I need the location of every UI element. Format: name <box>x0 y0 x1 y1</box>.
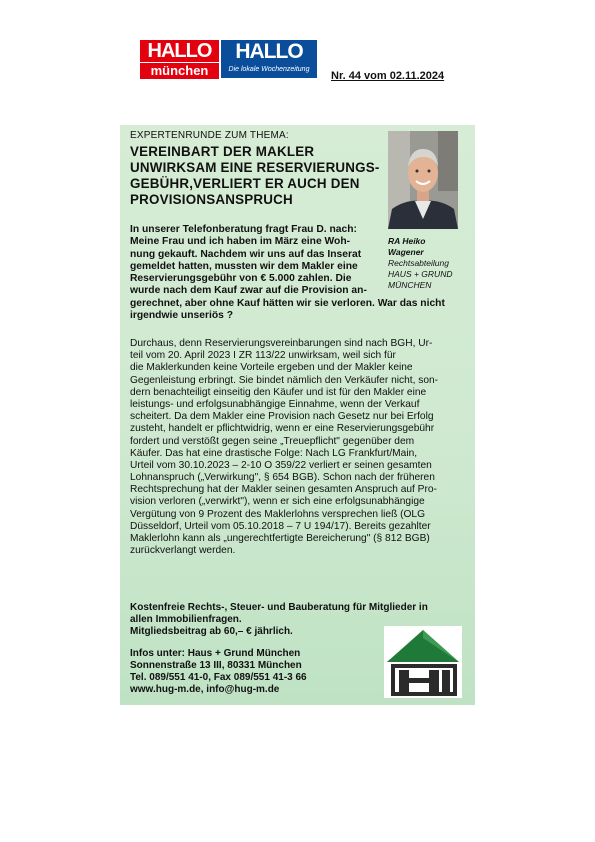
body-line: Vergütung von 9 Prozent des Maklerlohns versprechen ließ (OLG <box>130 508 426 520</box>
body-line: Maklerlohn kann als „ungerechtfertigte Bereicherung" (§ 812 BGB) <box>130 533 430 544</box>
body-line: Käufer. Das hat eine drastische Folge: Nach LG Frankfurt/Main, <box>130 447 418 459</box>
author-photo <box>388 131 458 229</box>
footer-offer-line: Kostenfreie Rechts-, Steuer- und Bauberatung für Mitglieder in <box>130 602 428 613</box>
footer-contact-line: Infos unter: Haus + Grund München <box>130 648 301 659</box>
body-line: leistungs- und erfolgsunabhängige Einnahme, wenn der Verkauf <box>130 398 420 410</box>
body-line: Rechtsprechung hat der Makler seinen gesamten Anspruch auf Pro- <box>130 484 437 496</box>
body-line: zusteht, handelt er pflichtwidrig, wenn er eine Reservierungsgebühr <box>130 423 435 435</box>
logo2-top-text: HALLO <box>235 40 303 63</box>
headline-line: PROVISIONSANSPRUCH <box>130 192 293 207</box>
footer-contact-line: www.hug-m.de, info@hug-m.de <box>130 684 280 695</box>
author-line: RA Heiko <box>388 236 426 246</box>
reader-question <box>130 224 472 322</box>
body-line: zurückverlangt werden. <box>130 545 236 557</box>
headline-line: VEREINBART DER MAKLER <box>130 144 315 159</box>
hallo-wochenzeitung-logo <box>221 40 317 78</box>
headline-line: GEBÜHR,VERLIERT ER AUCH DEN <box>130 176 360 191</box>
logo2-bottom-text: Die lokale Wochenzeitung <box>228 66 310 73</box>
author-line: Wagener <box>388 247 424 257</box>
author-line: MÜNCHEN <box>388 280 432 290</box>
body-line: teil vom 20. April 2023 I ZR 113/22 unwirksam, weil sich für <box>130 350 396 362</box>
author-line: HAUS + GRUND <box>388 269 453 279</box>
footer-offer-line: allen Immobilienfragen. <box>130 614 242 625</box>
author-line: Rechtsabteilung <box>388 258 449 268</box>
footer-contact-line: Tel. 089/551 41-0, Fax 089/551 41-3 66 <box>130 672 307 683</box>
headline <box>130 144 380 208</box>
question-line: gerechnet, aber ohne Kauf hätten wir sie verloren. War das nicht <box>130 297 445 309</box>
question-line: wurde nach dem Kauf zwar auf die Provision an- <box>130 285 367 297</box>
logo1-bottom-text: münchen <box>140 62 219 79</box>
body-line: die Maklerkunden keine Vorteile ergeben und der Makler keine <box>130 362 413 374</box>
body-line: dern benachteiligt einseitig den Käufer und ist für den Makler eine <box>130 386 427 398</box>
body-line: fordert und verstößt gegen seine „Treuepflicht" gegenüber dem <box>130 435 415 447</box>
question-line: Meine Frau und ich haben im März eine Woh- <box>130 236 351 248</box>
headline-line: UNWIRKSAM EINE RESERVIERUNGS- <box>130 160 380 175</box>
question-line: nung gekauft. Nachdem wir uns auf das Inserat <box>130 248 362 260</box>
article-body <box>130 338 463 557</box>
question-line: irgendwie unseriös ? <box>130 310 233 322</box>
question-line: gemeldet hatten, mussten wir dem Makler eine <box>130 260 358 272</box>
haus-und-grund-logo <box>384 626 462 698</box>
question-line: Reservierungsgebühr von € 5.000 zahlen. Die <box>130 273 352 285</box>
body-line: Gegenleistung erbringt. Sie bindet nämlich den Verkäufer nicht, son- <box>130 374 439 386</box>
hallo-muenchen-logo <box>140 40 219 78</box>
body-line: Urteil vom 30.10.2023 – 2-10 O 359/22 verliert er seinen gesamten <box>130 459 432 471</box>
body-line: Lohnanspruch („Verwirkung", § 654 BGB). Schon nach der früheren <box>130 472 435 484</box>
body-line: Durchaus, denn Reservierungsvereinbarungen sind nach BGH, Ur- <box>130 338 433 349</box>
issue-date: Nr. 44 vom 02.11.2024 <box>331 70 445 82</box>
question-line: In unserer Telefonberatung fragt Frau D. nach: <box>130 224 357 235</box>
body-line: vision verloren („verwirkt"), wenn er sich eine erfolgsunabhängige <box>130 496 425 508</box>
footer-offer-line: Mitgliedsbeitrag ab 60,– € jährlich. <box>130 626 293 637</box>
body-line: Düsseldorf, Urteil vom 05.10.2018 – 7 U 194/17). Bereits gezahlter <box>130 520 431 532</box>
body-line: scheitert. Da dem Makler eine Provision nach Gesetz nur bei Erfolg <box>130 411 434 423</box>
logo1-top-text: HALLO <box>140 40 219 62</box>
kicker: EXPERTENRUNDE ZUM THEMA: <box>130 130 289 141</box>
footer-contact-line: Sonnenstraße 13 III, 80331 München <box>130 660 302 671</box>
